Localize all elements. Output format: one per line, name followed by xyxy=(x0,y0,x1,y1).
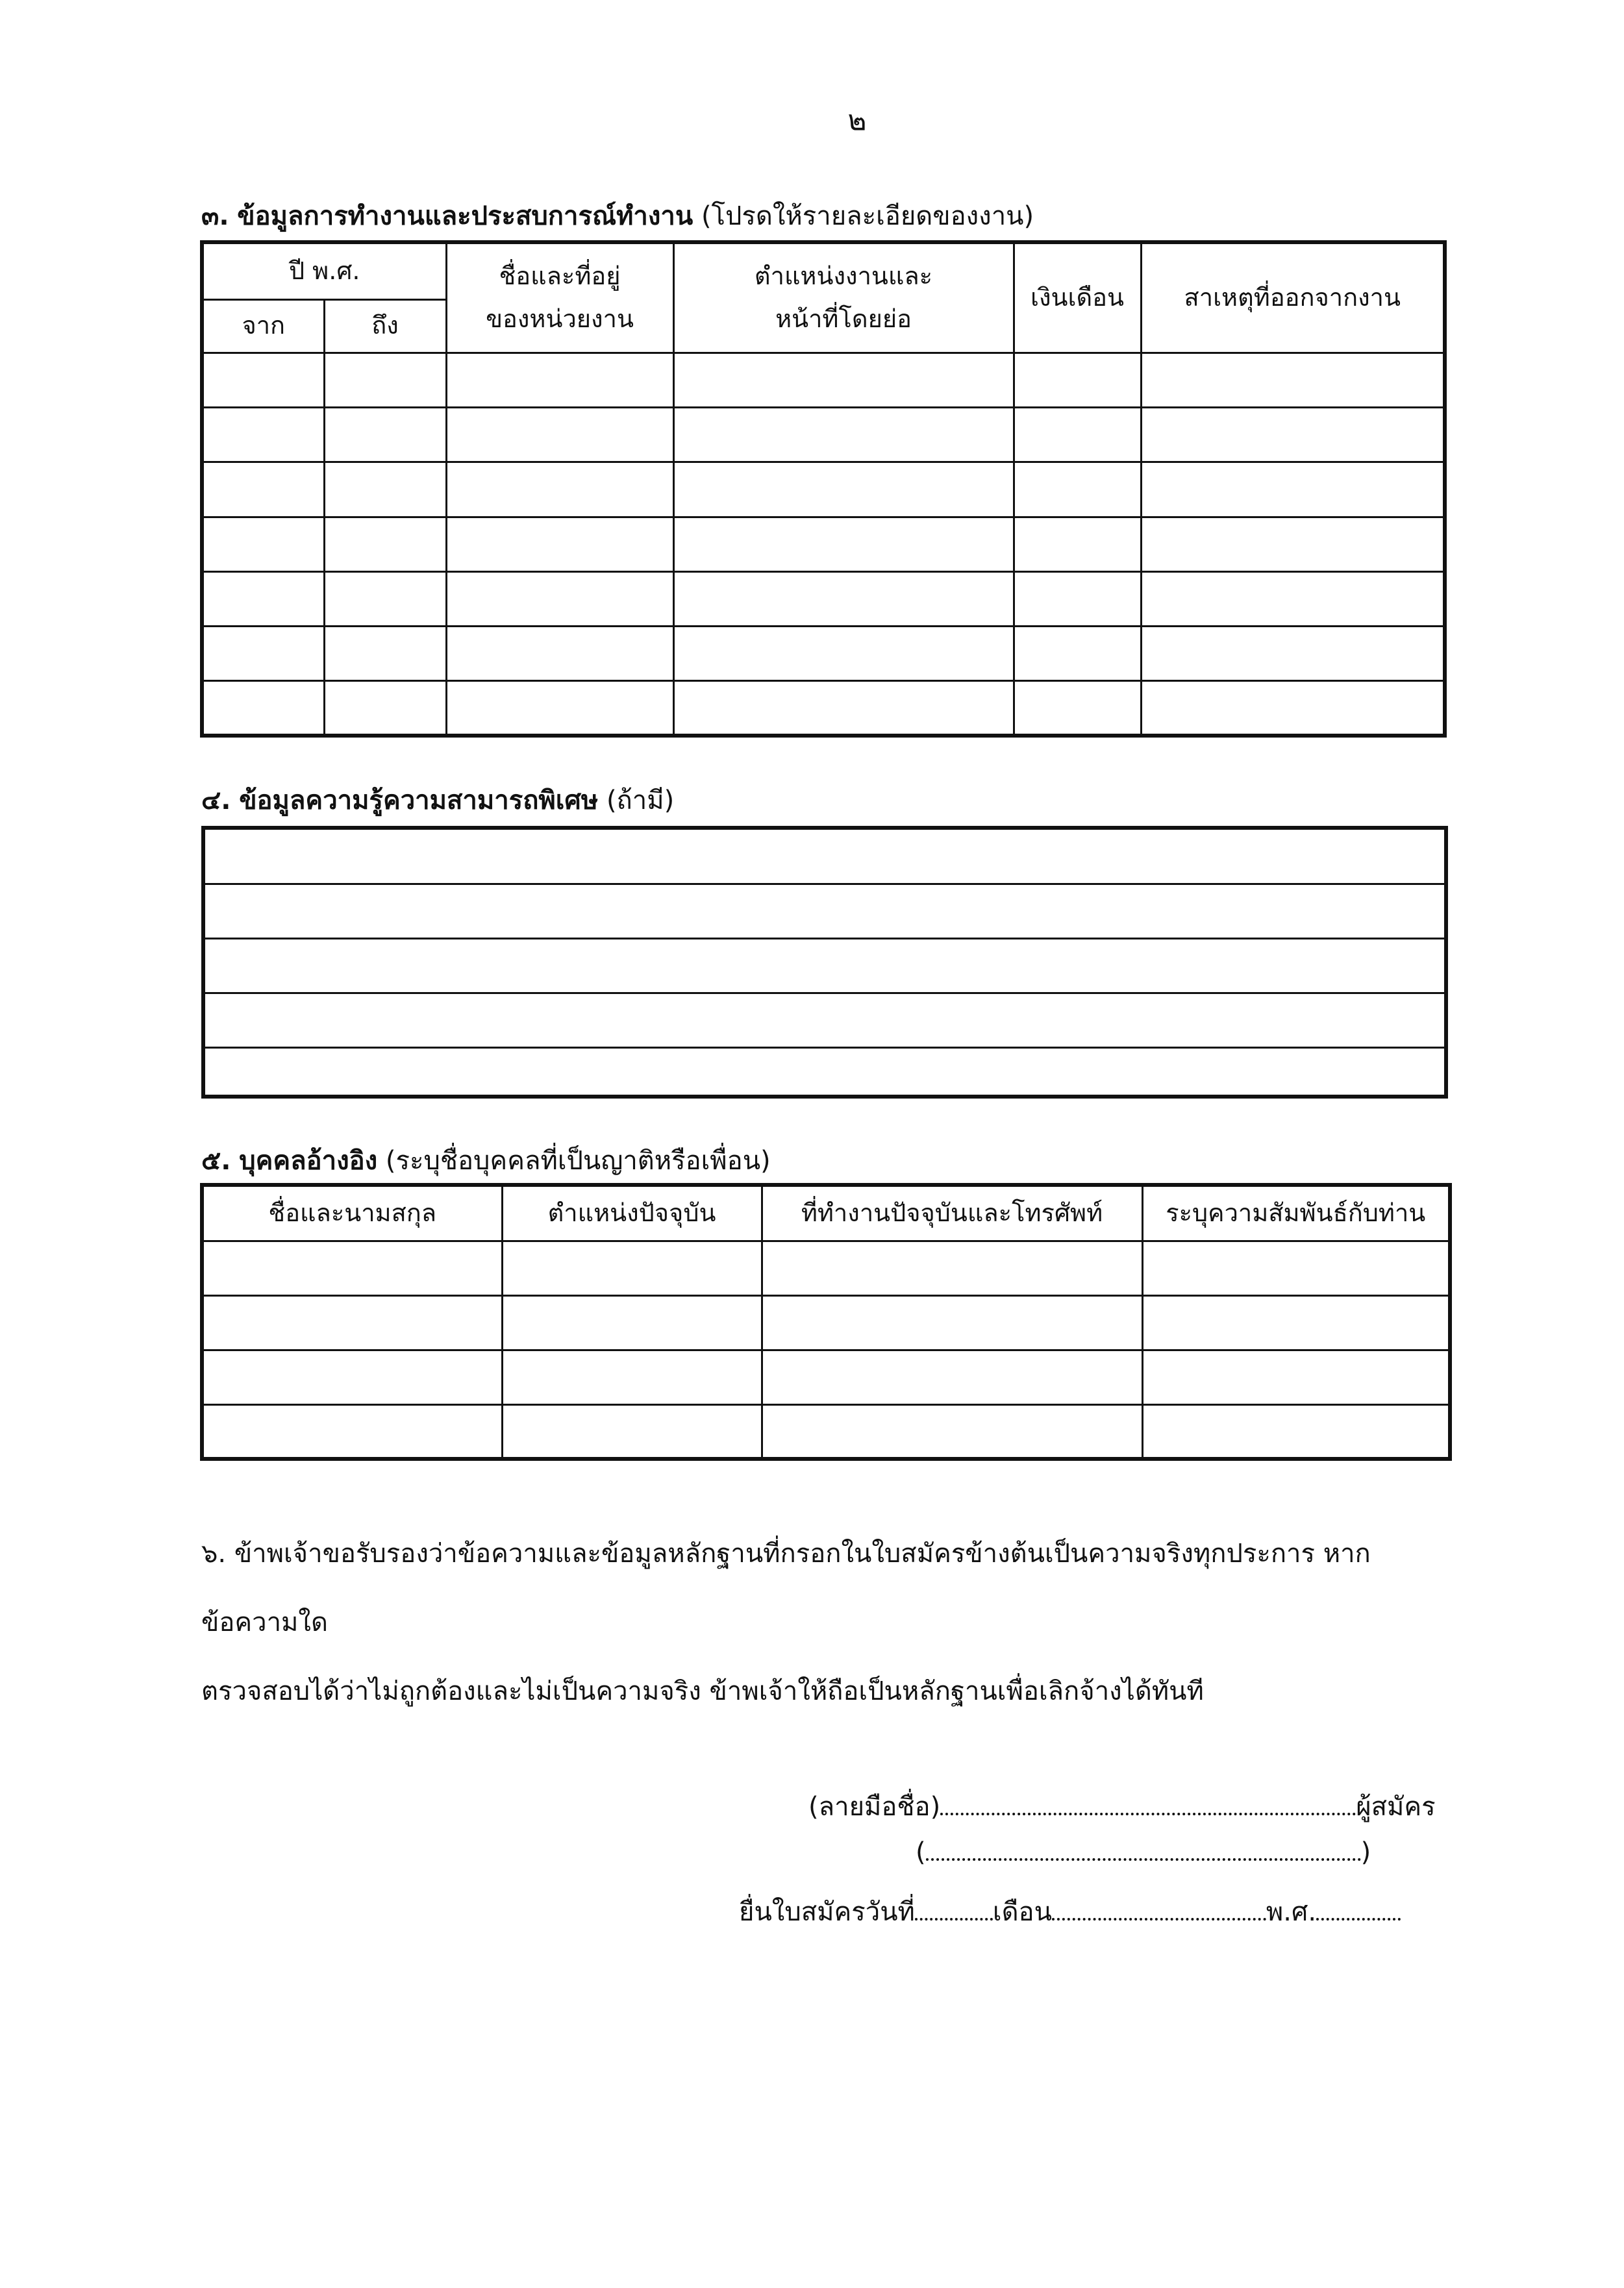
references-table-cell[interactable] xyxy=(762,1241,1142,1295)
writing-line xyxy=(205,1047,1444,1049)
day-field[interactable] xyxy=(915,1898,993,1921)
work-table-cell[interactable] xyxy=(673,408,1014,462)
work-table-cell[interactable] xyxy=(673,462,1014,517)
references-table-cell[interactable] xyxy=(1142,1404,1450,1459)
header-reason: สาเหตุที่ออกจากงาน xyxy=(1141,242,1445,353)
work-table-cell[interactable] xyxy=(673,517,1014,571)
references-table-row xyxy=(202,1404,1450,1459)
writing-line xyxy=(205,938,1444,939)
paren-open: ( xyxy=(916,1837,926,1867)
work-table-row xyxy=(202,517,1445,571)
work-table-cell[interactable] xyxy=(1141,353,1445,407)
work-table-cell[interactable] xyxy=(324,408,446,462)
signature-row xyxy=(808,1785,1436,1827)
references-table-cell[interactable] xyxy=(202,1350,502,1404)
work-table-cell[interactable] xyxy=(1014,517,1141,571)
work-table-cell[interactable] xyxy=(1141,681,1445,736)
work-table-cell[interactable] xyxy=(324,571,446,626)
work-table-row xyxy=(202,462,1445,517)
work-table-cell[interactable] xyxy=(1141,462,1445,517)
sign-label: (ลายมือชื่อ) xyxy=(808,1792,941,1822)
work-table-cell[interactable] xyxy=(324,681,446,736)
work-table-cell[interactable] xyxy=(446,462,673,517)
section4-number: ๔. xyxy=(201,786,231,815)
section4-note: (ถ้ามี) xyxy=(606,786,675,815)
work-table-cell[interactable] xyxy=(1141,408,1445,462)
ref-header-name: ชื่อและนามสกุล xyxy=(202,1185,502,1241)
references-table-row xyxy=(202,1350,1450,1404)
work-table-cell[interactable] xyxy=(202,627,324,681)
header-salary: เงินเดือน xyxy=(1014,242,1141,353)
date-label: ยื่นใบสมัครวันที่ xyxy=(739,1897,915,1927)
section5-note: (ระบุชื่อบุคคลที่เป็นญาติหรือเพื่อน) xyxy=(385,1146,771,1176)
signature-field[interactable] xyxy=(940,1793,1356,1815)
work-table-cell[interactable] xyxy=(673,627,1014,681)
references-table-cell[interactable] xyxy=(502,1241,762,1295)
section5-title: บุคคลอ้างอิง xyxy=(239,1146,378,1176)
declaration-line1: ๖. ข้าพเจ้าขอรับรองว่าข้อความและข้อมูลหลักฐานที่กรอกในใบสมัครข้างต้นเป็นความจริงทุกประการ หากข้อความใด xyxy=(201,1539,1371,1637)
header-employer xyxy=(446,242,673,353)
work-table-cell[interactable] xyxy=(446,571,673,626)
work-table-row xyxy=(202,353,1445,407)
declaration-line2: ตรวจสอบได้ว่าไม่ถูกต้องและไม่เป็นความจริง ข้าพเจ้าให้ถือเป็นหลักฐานเพื่อเลิกจ้างได้ทันที xyxy=(201,1676,1204,1706)
printed-name-row xyxy=(916,1837,1371,1867)
references-table-row xyxy=(202,1295,1450,1350)
header-from: จาก xyxy=(202,299,324,353)
writing-line xyxy=(205,992,1444,994)
month-label: เดือน xyxy=(992,1897,1052,1927)
header-position xyxy=(673,242,1014,353)
declaration-text xyxy=(201,1519,1461,1726)
work-table-cell[interactable] xyxy=(324,627,446,681)
year-label: พ.ศ. xyxy=(1266,1897,1317,1927)
references-table-cell[interactable] xyxy=(1142,1350,1450,1404)
work-table-cell[interactable] xyxy=(446,627,673,681)
work-table-cell[interactable] xyxy=(1014,571,1141,626)
section3-note: (โปรดให้รายละเอียดของงาน) xyxy=(701,201,1034,231)
month-field[interactable] xyxy=(1052,1898,1266,1921)
references-table-cell[interactable] xyxy=(1142,1295,1450,1350)
references-table-cell[interactable] xyxy=(202,1404,502,1459)
section5-heading xyxy=(201,1139,771,1181)
ref-header-workplace: ที่ทำงานปัจจุบันและโทรศัพท์ xyxy=(762,1185,1142,1241)
work-table-cell[interactable] xyxy=(202,517,324,571)
work-history-table xyxy=(200,240,1447,738)
references-table-cell[interactable] xyxy=(762,1350,1142,1404)
work-table-cell[interactable] xyxy=(202,681,324,736)
work-table-cell[interactable] xyxy=(1014,462,1141,517)
section3-number: ๓. xyxy=(201,201,229,231)
header-employer-line2: ของหน่วยงาน xyxy=(486,304,634,333)
applicant-label: ผู้สมัคร xyxy=(1356,1792,1436,1822)
work-table-cell[interactable] xyxy=(1014,353,1141,407)
references-table xyxy=(200,1183,1452,1461)
work-table-row xyxy=(202,627,1445,681)
work-table-row xyxy=(202,571,1445,626)
header-position-line2: หน้าที่โดยย่อ xyxy=(775,304,912,333)
header-position-line1: ตำแหน่งงานและ xyxy=(754,262,933,291)
work-table-cell[interactable] xyxy=(324,462,446,517)
work-table-cell[interactable] xyxy=(1141,517,1445,571)
references-table-cell[interactable] xyxy=(1142,1241,1450,1295)
work-table-cell[interactable] xyxy=(202,353,324,407)
ref-header-relationship: ระบุความสัมพันธ์กับท่าน xyxy=(1142,1185,1450,1241)
work-table-cell[interactable] xyxy=(324,353,446,407)
work-table-cell[interactable] xyxy=(202,571,324,626)
work-table-row xyxy=(202,681,1445,736)
references-table-cell[interactable] xyxy=(502,1404,762,1459)
work-table-cell[interactable] xyxy=(446,681,673,736)
section5-number: ๕. xyxy=(201,1146,231,1176)
work-table-cell[interactable] xyxy=(1141,571,1445,626)
work-table-cell[interactable] xyxy=(1014,681,1141,736)
references-table-cell[interactable] xyxy=(502,1350,762,1404)
work-table-cell[interactable] xyxy=(446,517,673,571)
section3-heading xyxy=(201,195,1034,236)
work-table-cell[interactable] xyxy=(673,353,1014,407)
references-table-cell[interactable] xyxy=(502,1295,762,1350)
work-table-cell[interactable] xyxy=(324,517,446,571)
work-table-row xyxy=(202,408,1445,462)
work-table-cell[interactable] xyxy=(1014,408,1141,462)
references-table-cell[interactable] xyxy=(762,1404,1142,1459)
date-row xyxy=(739,1891,1401,1932)
work-table-cell[interactable] xyxy=(202,408,324,462)
work-table-cell[interactable] xyxy=(1014,627,1141,681)
work-table-cell[interactable] xyxy=(673,571,1014,626)
work-table-cell[interactable] xyxy=(673,681,1014,736)
special-skills-field[interactable] xyxy=(201,826,1448,1099)
writing-line xyxy=(205,883,1444,885)
references-table-row xyxy=(202,1241,1450,1295)
references-table-cell[interactable] xyxy=(202,1241,502,1295)
header-employer-line1: ชื่อและที่อยู่ xyxy=(499,262,621,291)
work-table-cell[interactable] xyxy=(446,408,673,462)
header-to: ถึง xyxy=(324,299,446,353)
year-field[interactable] xyxy=(1316,1898,1401,1921)
page-number: ๒ xyxy=(847,104,867,137)
references-table-cell[interactable] xyxy=(762,1295,1142,1350)
work-table-cell[interactable] xyxy=(446,353,673,407)
printed-name-field[interactable] xyxy=(926,1839,1361,1861)
section4-heading xyxy=(201,779,674,821)
ref-header-position: ตำแหน่งปัจจุบัน xyxy=(502,1185,762,1241)
section3-title: ข้อมูลการทำงานและประสบการณ์ทำงาน xyxy=(237,201,693,231)
paren-close: ) xyxy=(1360,1837,1371,1867)
header-year: ปี พ.ศ. xyxy=(202,242,446,299)
references-table-cell[interactable] xyxy=(202,1295,502,1350)
section4-title: ข้อมูลความรู้ความสามารถพิเศษ xyxy=(239,786,599,815)
work-table-cell[interactable] xyxy=(202,462,324,517)
work-table-cell[interactable] xyxy=(1141,627,1445,681)
